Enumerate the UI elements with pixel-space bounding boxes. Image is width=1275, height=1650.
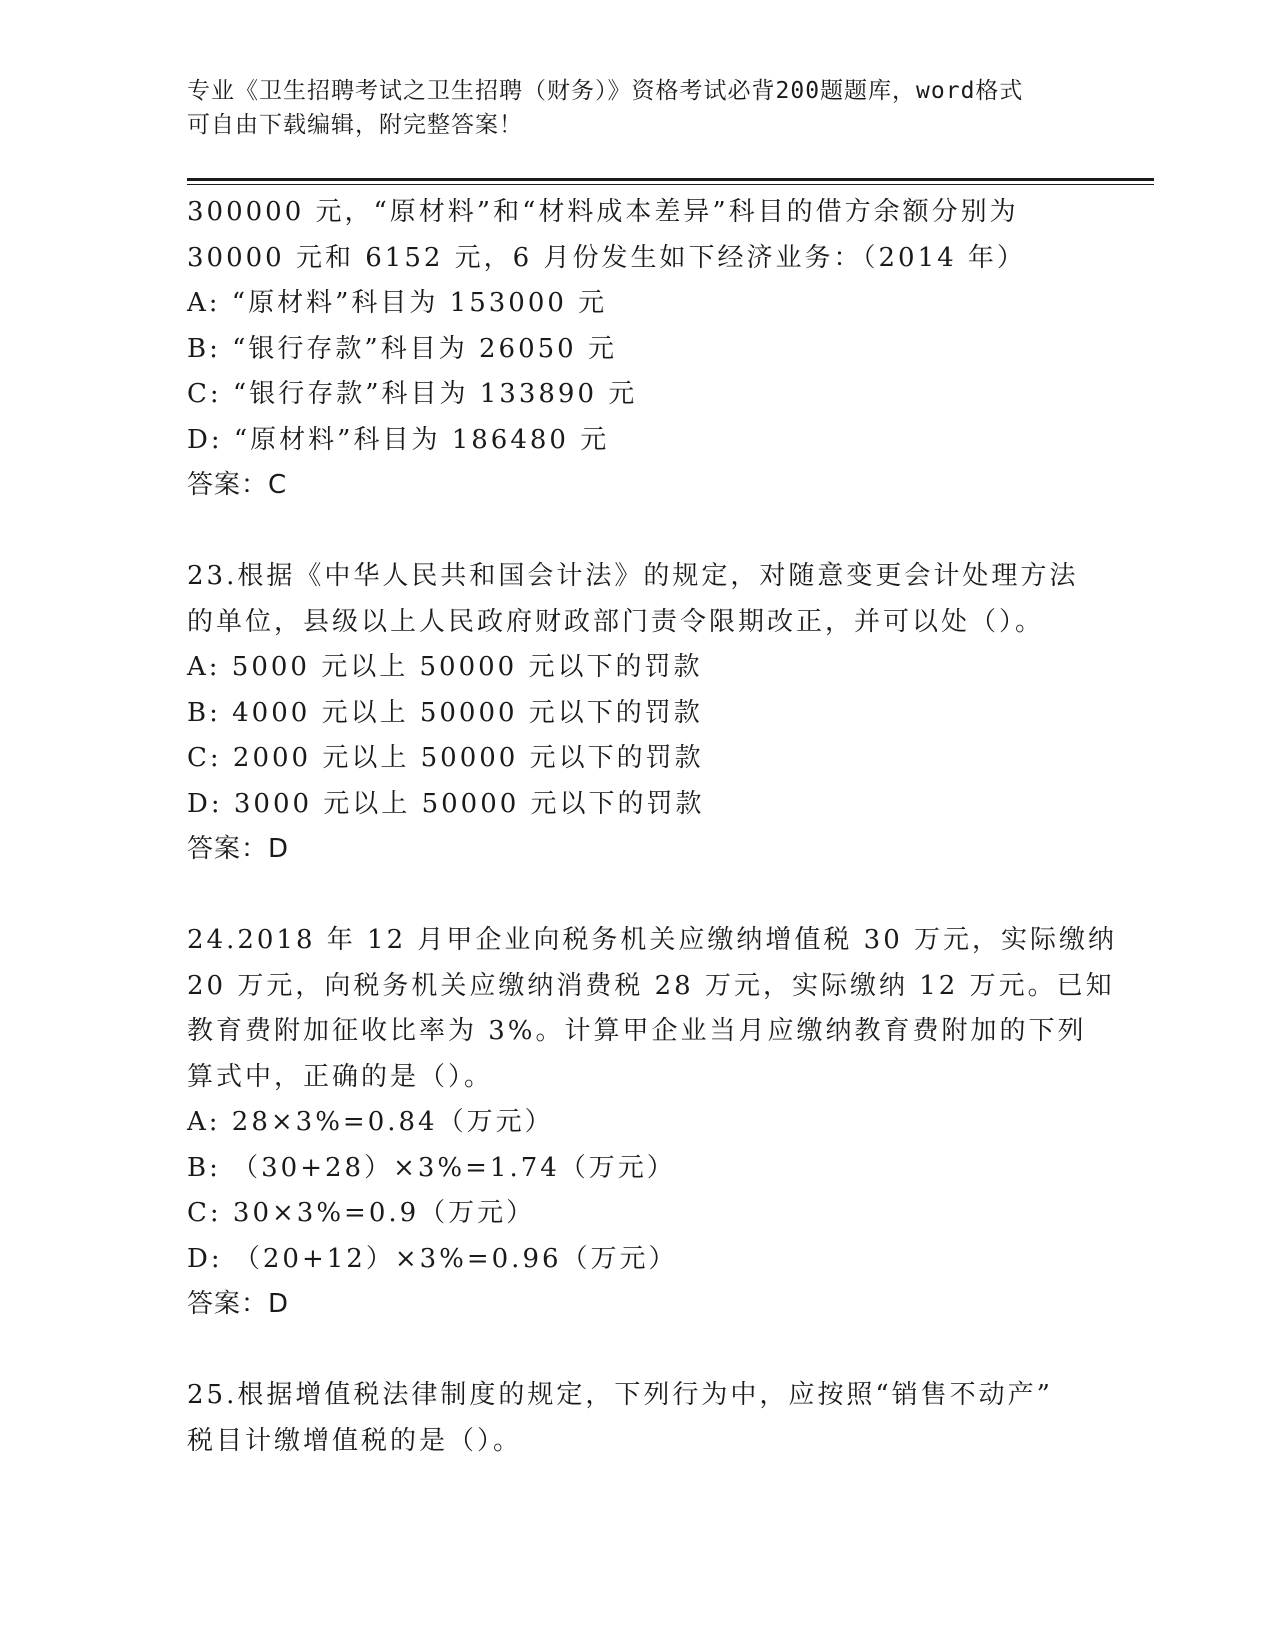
question-stem-line: 教育费附加征收比率为 3%。计算甲企业当月应缴纳教育费附加的下列 xyxy=(187,1016,1087,1046)
document-header xyxy=(187,74,1087,142)
question-block xyxy=(187,554,1087,873)
spacer xyxy=(187,873,1087,919)
answer-line: 答案：D xyxy=(187,834,290,864)
option-a: A: 28×3%=0.84（万元） xyxy=(187,1107,554,1137)
option-b: B: （30+28）×3%=1.74（万元） xyxy=(187,1152,676,1183)
header-divider-thin xyxy=(187,184,1154,185)
option-d: D: “原材料”科目为 186480 元 xyxy=(187,424,610,455)
question-stem-line: 30000 元和 6152 元，6 月份发生如下经济业务：（2014 年） xyxy=(187,242,1026,273)
option-c: C: 30×3%=0.9（万元） xyxy=(187,1198,536,1228)
option-a: A: “原材料”科目为 153000 元 xyxy=(187,288,608,318)
question-stem-line: 算式中，正确的是（）。 xyxy=(187,1061,494,1092)
option-c: C: “银行存款”科目为 133890 元 xyxy=(187,379,638,409)
option-d: D: （20+12）×3%=0.96（万元） xyxy=(187,1243,678,1274)
question-list xyxy=(187,190,1118,1464)
header-divider-thick xyxy=(187,178,1154,181)
question-stem-line: 的单位，县级以上人民政府财政部门责令限期改正，并可以处（）。 xyxy=(187,606,1045,637)
question-stem-line: 23.根据《中华人民共和国会计法》的规定，对随意变更会计处理方法 xyxy=(187,561,1079,591)
header-line-2: 可自由下载编辑，附完整答案！ xyxy=(187,112,523,138)
question-block xyxy=(187,1373,1087,1464)
question-stem-line: 24.2018 年 12 月甲企业向税务机关应缴纳增值税 30 万元，实际缴纳 xyxy=(187,925,1118,955)
question-block xyxy=(187,918,1118,1328)
option-a: A: 5000 元以上 50000 元以下的罚款 xyxy=(187,652,703,682)
header-line-1: 专业《卫生招聘考试之卫生招聘（财务）》资格考试必背200题题库，word格式 xyxy=(187,78,1024,104)
question-stem-line: 300000 元，“原材料”和“材料成本差异”科目的借方余额分别为 xyxy=(187,197,1019,227)
answer-line: 答案：C xyxy=(187,470,288,500)
option-b: B: “银行存款”科目为 26050 元 xyxy=(187,333,617,364)
question-stem-line: 20 万元，向税务机关应缴纳消费税 28 万元，实际缴纳 12 万元。已知 xyxy=(187,970,1115,1001)
spacer xyxy=(187,509,1087,555)
question-block xyxy=(187,190,1087,509)
option-d: D: 3000 元以上 50000 元以下的罚款 xyxy=(187,788,705,819)
question-stem-line: 25.根据增值税法律制度的规定，下列行为中，应按照“销售不动产” xyxy=(187,1380,1053,1410)
answer-line: 答案：D xyxy=(187,1289,290,1319)
option-c: C: 2000 元以上 50000 元以下的罚款 xyxy=(187,743,704,773)
option-b: B: 4000 元以上 50000 元以下的罚款 xyxy=(187,697,703,728)
question-stem-line: 税目计缴增值税的是（）。 xyxy=(187,1425,523,1456)
spacer xyxy=(187,1328,1087,1374)
